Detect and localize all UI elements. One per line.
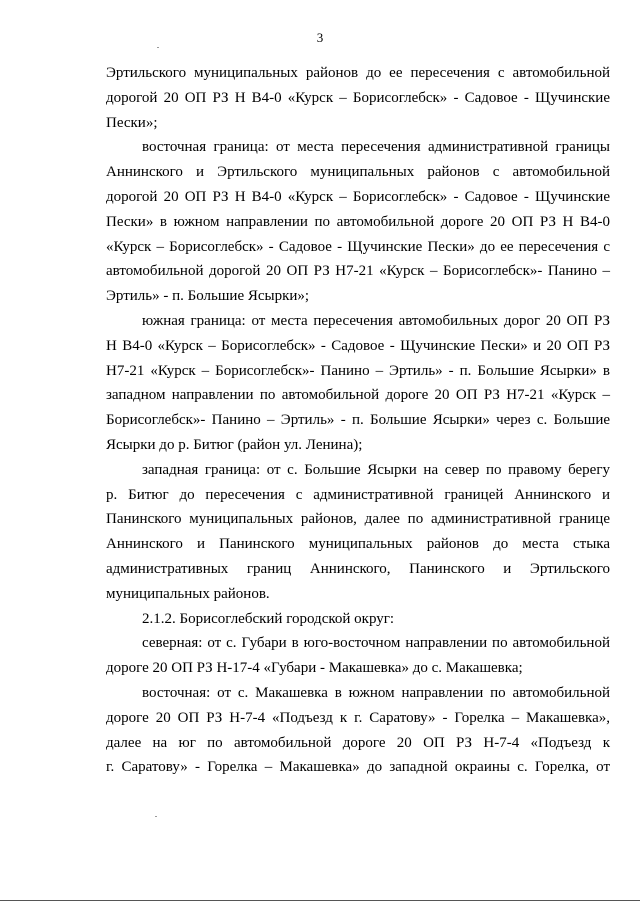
text-line: Н В4-0 «Курск – Борисоглебск» - Садовое - Щучинские Пески» и 20 ОП РЗ bbox=[106, 337, 610, 354]
text-line: Н7-21 «Курск – Борисоглебск»- Панино – Эртиль» - п. Большие Ясырки» в bbox=[106, 362, 610, 379]
text-line: южная граница: от места пересечения автомобильных дорог 20 ОП РЗ bbox=[142, 312, 610, 329]
text-line: северная: от с. Губари в юго-восточном направлении по автомобильной bbox=[142, 635, 610, 652]
text-line: далее на юг по автомобильной дороге 20 ОП РЗ Н-7-4 «Подъезд к bbox=[106, 734, 610, 751]
text-line: западная граница: от с. Большие Ясырки на север по правому берегу bbox=[142, 461, 610, 478]
scan-speck bbox=[157, 47, 159, 48]
text-line: р. Битюг до пересечения с административной границей Аннинского и bbox=[106, 486, 610, 503]
text-line: дорогой 20 ОП РЗ Н В4-0 «Курск – Борисоглебск» - Садовое - Щучинские bbox=[106, 89, 610, 106]
text-line: Борисоглебск»- Панино – Эртиль» - п. Большие Ясырки» через с. Большие bbox=[106, 412, 610, 429]
text-line: дорогой 20 ОП РЗ Н В4-0 «Курск – Борисоглебск» - Садовое - Щучинские bbox=[106, 188, 610, 205]
text-line: восточная граница: от места пересечения административной границы bbox=[142, 139, 610, 156]
text-line: автомобильной дорогой 20 ОП РЗ Н7-21 «Курск – Борисоглебск»- Панино – bbox=[106, 263, 610, 280]
text-line: дороге 20 ОП РЗ Н-7-4 «Подъезд к г. Саратову» - Горелка – Макашевка», bbox=[106, 709, 610, 726]
text-line: западном направлении по автомобильной дороге 20 ОП РЗ Н7-21 «Курск – bbox=[106, 387, 610, 404]
text-line: «Курск – Борисоглебск» - Садовое - Щучинские Пески» до ее пересечения с bbox=[106, 238, 610, 255]
text-line: восточная: от с. Макашевка в южном направлении по автомобильной bbox=[142, 684, 610, 701]
text-line: административных границ Аннинского, Панинского и Эртильского bbox=[106, 560, 610, 577]
text-line: Ясырки до р. Битюг (район ул. Ленина); bbox=[106, 436, 363, 453]
scan-speck bbox=[155, 816, 157, 817]
page-bottom-edge bbox=[0, 900, 640, 901]
text-line: Эртиль» - п. Большие Ясырки»; bbox=[106, 288, 310, 305]
text-line: Пески»; bbox=[106, 114, 158, 131]
page-number: 3 bbox=[316, 30, 324, 45]
document-body bbox=[106, 61, 610, 780]
text-line: Аннинского и Панинского муниципальных районов до места стыка bbox=[106, 536, 610, 553]
text-line: г. Саратову» - Горелка – Макашевка» до западной окраины с. Горелка, от bbox=[106, 759, 610, 776]
text-line: Панинского муниципальных районов, далее по административной границе bbox=[106, 511, 610, 528]
text-line: Эртильского муниципальных районов до ее пересечения с автомобильной bbox=[106, 65, 610, 81]
text-line: Пески» в южном направлении по автомобильной дороге 20 ОП РЗ Н В4-0 bbox=[106, 213, 610, 230]
text-line: муниципальных районов. bbox=[106, 585, 270, 602]
text-line: дороге 20 ОП РЗ Н-17-4 «Губари - Макашевка» до с. Макашевка; bbox=[106, 660, 523, 677]
text-line: 2.1.2. Борисоглебский городской округ: bbox=[142, 610, 395, 627]
text-line: Аннинского и Эртильского муниципальных районов с автомобильной bbox=[106, 164, 610, 181]
